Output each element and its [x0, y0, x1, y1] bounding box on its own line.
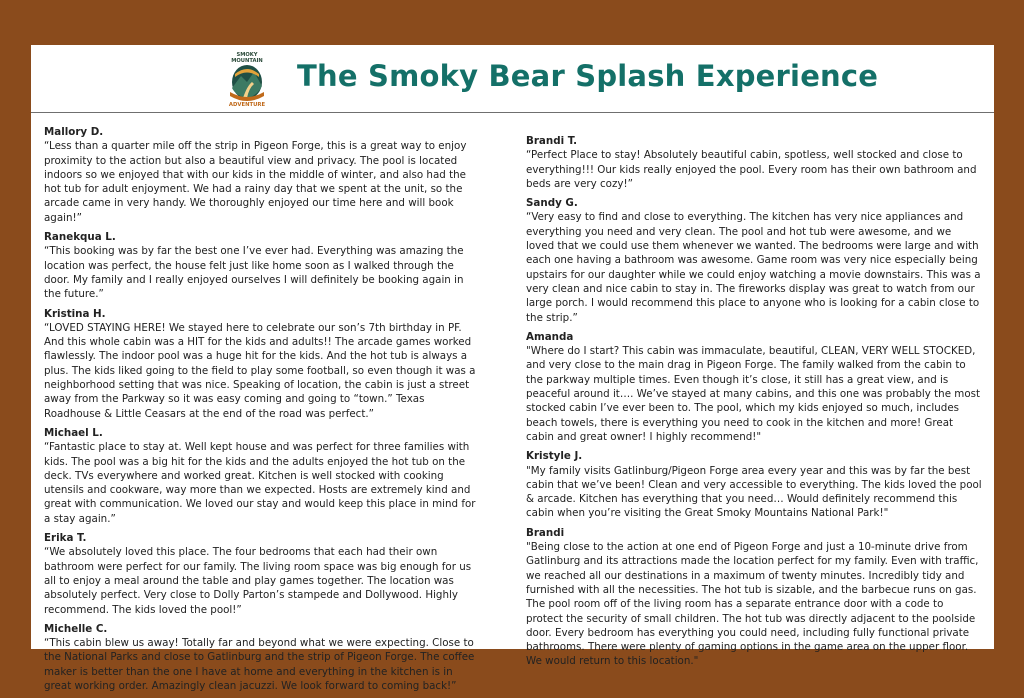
reviewer-name: Brandi T.: [526, 135, 578, 147]
content-card: [31, 45, 994, 692]
review-text: "Where do I start? This cabin was immaculate, beautiful, CLEAN, VERY WELL STOCKED, and very close to the main drag in Pigeon Forge. The family walked from the cabin to the parkway multiple times. Even though it’s close, it still has a great view, and is peaceful around it…. We’ve stayed at many cabins, and this one was probably the most stocked cabin I’ve ever been to. The pool, which my kids enjoyed so much, includes beach towels, there is everything you need to cook in the kitchen and more! Great cabin and great owner! I highly recommend!": [526, 345, 981, 443]
review-item: [44, 531, 480, 617]
review-text: "My family visits Gatlinburg/Pigeon Forge area every year and this was by far the best cabin that we’ve been! Clean and very accessible to everything. The kids loved the pool & arcade. Kitchen has everything that you need… Would definitely recommend this cabin when you’re visiting the Great Smoky Mountains National Park!": [526, 464, 982, 520]
logo-text-line1: SMOKY: [236, 52, 258, 58]
logo-text-line2: MOUNTAIN: [231, 58, 263, 64]
reviewer-name: Brandi: [526, 526, 565, 539]
review-item: [526, 449, 982, 520]
review-item: [526, 134, 982, 191]
review-text: “Less than a quarter mile off the strip in Pigeon Forge, this is a great way to enjoy proximity to the action but also a beautiful view and privacy. The pool is located indoors so we enjoyed that with our kids in the middle of winter, and also had the hot tub for adult enjoyment. We had a rainy day that we spent at the unit, so the arcade came in very handy. We thoroughly enjoyed our time here and will book again!”: [44, 140, 467, 224]
review-text: “We absolutely loved this place. The four bedrooms that each had their own bathroom were perfect for our family. The living room space was big enough for us all to enjoy a meal around the table and play games together. The location was absolutely perfect. Very close to Dolly Parton’s stampede and Dollywood. Highly recommend. The kids loved the pool!”: [44, 546, 472, 616]
review-text: “LOVED STAYING HERE! We stayed here to celebrate our son’s 7th birthday in PF. And this whole cabin was a HIT for the kids and adults!! The arcade games worked flawlessly. The indoor pool was a huge hit for the kids. And the hot tub is always a plus. The kids liked going to the field to play some football, so even though it was a neighborhood setting that was nice. Speaking of location, the cabin is just a street away from the Parkway so it was easy coming and going to “town.” Texas Roadhouse & Little Ceasars at the end of the road was perfect.”: [44, 321, 476, 420]
smoky-mountain-adventure-logo: [224, 52, 270, 110]
reviewer-name: Ranekqua L.: [44, 231, 116, 244]
page-title: The Smoky Bear Splash Experience: [297, 59, 879, 93]
review-item: [44, 125, 480, 225]
header: [31, 45, 994, 113]
reviewer-name: Michelle C.: [44, 622, 108, 635]
reviewer-name: Kristina H.: [44, 307, 106, 320]
review-text: “This cabin blew us away! Totally far and beyond what we were expecting. Close to the National Parks and close to Gatlinburg and the strip of Pigeon Forge. The coffee maker is better than the one I have at home and everything in the kitchen is in great working order. Amazingly clean jacuzzi. We look forward to coming back!”: [44, 637, 475, 692]
review-text: “Very easy to find and close to everything. The kitchen has very nice appliances and everything you need and very clean. The pool and hot tub were awesome, and we loved that we could use them whenever we wanted. The bedrooms were large and with each one having a bathroom was awesome. Game room was very nice especially being upstairs for our daughter while we could enjoy watching a movie downstairs. This was a very clean and nice cabin to stay in. The fireworks display was great to watch from our large porch. I would recommend this place to anyone who is looking for a cabin close to the strip.”: [526, 211, 981, 324]
review-text: “This booking was by far the best one I’ve ever had. Everything was amazing the location was perfect, the house felt just like home soon as I walked through the door. My family and I really enjoyed ourselves I will definitely be booking again in the future.”: [44, 245, 464, 301]
review-text: “Fantastic place to stay at. Well kept house and was perfect for three families with kids. The pool was a big hit for the kids and the adults enjoyed the hot tub on the deck. TVs everywhere and worked great. Kitchen is well stocked with cooking utensils and cookware, way more than we expected. Hosts are extremely kind and great with communication. We loved our stay and would keep this place in mind for a stay again.”: [44, 441, 476, 525]
reviewer-name: Michael L.: [44, 426, 103, 439]
review-item: [44, 426, 480, 526]
review-item: [526, 196, 982, 325]
review-item: [526, 526, 982, 669]
review-text: "Being close to the action at one end of Pigeon Forge and just a 10-minute drive from Gatlinburg and its attractions made the location perfect for my family. Even with traffic, we reached all our destinations in a maximum of twenty minutes. Incredibly tidy and furnished with all the necessities. The hot tub is sizable, and the barbecue runs on gas. The pool room off of the living room has a separate entrance door with a code to protect the security of small children. The hot tub was directly adjacent to the poolside door. Every bedroom has everything you could need, including fully functional private bathrooms. There were plenty of gaming options in the game area on the upper floor. We would return to this location.": [526, 541, 979, 668]
left-review-column: [44, 125, 480, 698]
review-text: “Perfect Place to stay! Absolutely beautiful cabin, spotless, well stocked and close to everything!!! Our kids really enjoyed the pool. Every room has their own bathroom and beds are very cozy!”: [526, 149, 977, 190]
reviewer-name: Amanda: [526, 330, 574, 343]
review-item: [44, 230, 480, 301]
reviewer-name: Mallory D.: [44, 126, 104, 138]
logo-text-line3: ADVENTURE: [228, 102, 266, 108]
review-item: [526, 330, 982, 444]
reviewer-name: Sandy G.: [526, 197, 578, 210]
right-review-column: [526, 134, 982, 674]
reviewer-name: Erika T.: [44, 532, 87, 545]
reviewer-name: Kristyle J.: [526, 450, 583, 463]
review-item: [44, 307, 480, 421]
